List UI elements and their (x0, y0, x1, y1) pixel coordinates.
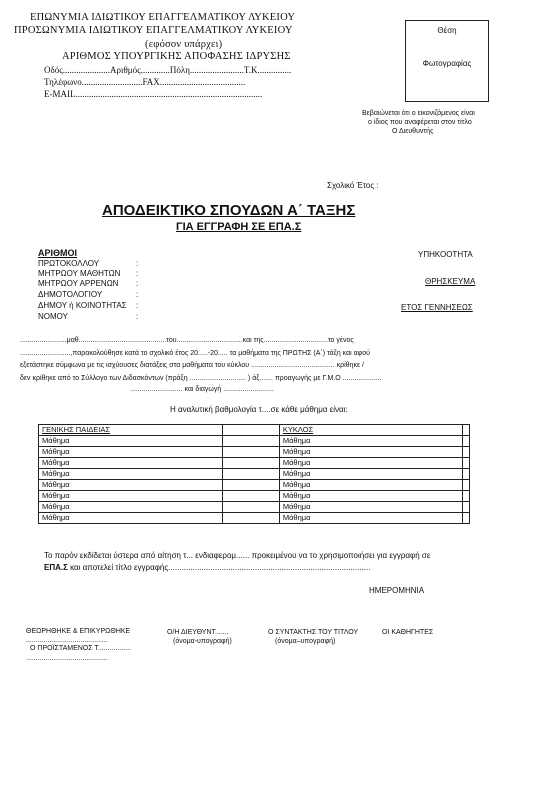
table-row (39, 513, 470, 524)
table-header-row (39, 425, 470, 436)
field-colon: : (136, 259, 139, 268)
table-cell: Μάθημα (39, 480, 223, 491)
table-cell (222, 436, 279, 447)
table-cell (222, 513, 279, 524)
viewed-dots: .......................................... (26, 637, 108, 644)
table-cell: Μάθημα (279, 502, 462, 513)
body-line-2: ..........................,παρακολούθησε κατά το σχολικό έτος 20.....-20..... τα μαθήματα της ΠΡΩΤΗΣ (Α΄) τάξη και αφού (20, 350, 370, 357)
field-colon: : (136, 301, 139, 310)
table-cell (222, 480, 279, 491)
document-title: ΑΠΟΔΕΙΚΤΙΚΟ ΣΠΟΥΔΩΝ Α΄ ΤΑΞΗΣ (102, 202, 356, 219)
field-male-registry: ΜΗΤΡΩΟΥ ΑΡΡΕΝΩΝ (38, 279, 119, 288)
certification-line-3: Ο Διευθυντής (392, 128, 434, 135)
teachers-label: ΟΙ ΚΑΘΗΓΗΤΕΣ (382, 629, 434, 636)
body-line-5: ........................... και διαγωγή .......................... (130, 386, 274, 393)
photo-title: Θέση (437, 26, 457, 35)
table-cell: Μάθημα (39, 513, 223, 524)
director-label: Ο/Η ΔΙΕΥΘΥΝΤ....... (167, 629, 229, 636)
table-cell: Μάθημα (279, 480, 462, 491)
table-cell: Μάθημα (279, 469, 462, 480)
director-note: (όνομα-υπογραφή) (173, 638, 232, 645)
table-cell: Μάθημα (39, 502, 223, 513)
table-row (39, 469, 470, 480)
birth-year-label: ΕΤΟΣ ΓΕΝΝΗΣΕΩΣ (401, 303, 473, 312)
field-student-registry: ΜΗΤΡΩΟΥ ΜΑΘΗΤΩΝ (38, 269, 121, 278)
table-cell: Μάθημα (279, 447, 462, 458)
school-prosonymia-line: ΠΡΟΣΩΝΥΜΙΑ ΙΔΙΩΤΙΚΟΥ ΕΠΑΓΓΕΛΜΑΤΙΚΟΥ ΛΥΚΕΙΟΥ (14, 25, 293, 36)
field-municipality: ΔΗΜΟΥ ή ΚΟΙΝΟΤΗΤΑΣ (38, 301, 127, 310)
photo-box (405, 20, 489, 102)
religion-label: ΘΡΗΣΚΕΥΜΑ (425, 277, 476, 286)
email-line: E-MAIL................................................................................... (44, 89, 263, 99)
epas-bold: ΕΠΑ.Σ (44, 563, 68, 572)
table-cell (463, 491, 470, 502)
field-colon: : (136, 279, 139, 288)
supervisor-label: Ο ΠΡΟΪΣΤΑΜΕΝΟΣ Τ................. (30, 645, 131, 652)
field-municipal-registry: ΔΗΜΟΤΟΛΟΓΙΟΥ (38, 290, 103, 299)
supervisor-dots: .......................................... (26, 655, 108, 662)
table-cell: Μάθημα (39, 436, 223, 447)
viewed-label: ΘΕΩΡΗΘΗΚΕ & ΕΠΙΚΥΡΩΘΗΚΕ (26, 628, 131, 635)
optional-note: (εφόσον υπάρχει) (145, 39, 223, 50)
document-subtitle: ΓΙΑ ΕΓΓΡΑΦΗ ΣΕ ΕΠΑ.Σ (176, 221, 302, 233)
issue-line-2-rest: και αποτελεί τίτλο εγγραφής........................................................................................... (67, 563, 371, 572)
column-header: ΚΥΚΛΟΣ (279, 425, 462, 436)
table-cell (463, 458, 470, 469)
table-cell (463, 502, 470, 513)
table-cell: Μάθημα (279, 458, 462, 469)
table-row (39, 502, 470, 513)
grades-table (38, 424, 470, 524)
table-row (39, 480, 470, 491)
body-line-3: εξετάστηκε σύμφωνα με τις ισχύουσες διατάξεις στα μαθήματα του κύκλου ........................................... κρίθηκε / (20, 362, 364, 369)
field-prefecture: ΝΟΜΟΥ (38, 312, 68, 321)
table-cell: Μάθημα (279, 436, 462, 447)
table-cell: Μάθημα (39, 458, 223, 469)
table-cell (463, 436, 470, 447)
column-header (222, 425, 279, 436)
composer-label: Ο ΣΥΝΤΑΚΤΗΣ ΤΟΥ ΤΙΤΛΟΥ (268, 629, 359, 636)
table-row (39, 458, 470, 469)
body-line-1: ........................μαθ.............................................του..................................και της.................................το γένος (20, 337, 354, 344)
table-cell (222, 491, 279, 502)
table-cell: Μάθημα (39, 469, 223, 480)
certification-line-2: ο ίδιος που αναφέρεται στον τίτλο (368, 119, 472, 126)
numbers-heading: ΑΡΙΘΜΟΙ (38, 248, 78, 258)
body-line-4: δεν κρίθηκε από το Σύλλογο των Διδασκόντων (πράξη ............................. ) άξ....... προαγωγής με Γ.Μ.Ο .................... (20, 375, 382, 382)
school-name-line: ΕΠΩΝΥΜΙΑ ΙΔΙΩΤΙΚΟΥ ΕΠΑΓΓΕΛΜΑΤΙΚΟΥ ΛΥΚΕΙΟΥ (30, 12, 296, 23)
table-row (39, 447, 470, 458)
school-year-label: Σχολικό Έτος : (327, 181, 379, 190)
date-label: ΗΜΕΡΟΜΗΝΙΑ (369, 586, 425, 595)
certification-line-1: Βεβαιώνεται ότι ο εικονιζόμενος είναι (362, 110, 475, 117)
citizenship-label: ΥΠΗΚΟΟΤΗΤΑ (418, 250, 473, 259)
table-cell (222, 502, 279, 513)
decision-number-line: ΑΡΙΘΜΟΣ ΥΠΟΥΡΓΙΚΗΣ ΑΠΟΦΑΣΗΣ ΙΔΡΥΣΗΣ (62, 51, 291, 62)
table-cell (463, 447, 470, 458)
grades-intro: Η αναλυτική βαθμολογία τ....σε κάθε μάθημα είναι: (170, 405, 348, 414)
field-colon: : (136, 312, 139, 321)
issue-line-2 (44, 563, 370, 572)
field-colon: : (136, 290, 139, 299)
issue-line-1: Το παρόν εκδίδεται ύστερα από αίτηση τ... ενδιαφερομ...... προκειμένου να το χρησιμοποιήσει για εγγραφή σε (44, 551, 431, 560)
field-colon: : (136, 269, 139, 278)
field-protocol: ΠΡΩΤΟΚΟΛΛΟΥ (38, 259, 100, 268)
table-cell: Μάθημα (39, 491, 223, 502)
table-cell (222, 447, 279, 458)
table-cell (463, 480, 470, 491)
table-cell (463, 469, 470, 480)
column-header: ΓΕΝΙΚΗΣ ΠΑΙΔΕΙΑΣ (39, 425, 223, 436)
table-row (39, 491, 470, 502)
table-cell: Μάθημα (279, 491, 462, 502)
table-cell: Μάθημα (279, 513, 462, 524)
table-cell (222, 469, 279, 480)
table-cell (222, 458, 279, 469)
address-line: Οδός.....................Αριθμός.............Πόλη........................Τ.Κ............... (44, 65, 292, 75)
phone-fax-line: Τηλέφωνο...........................FAX...................................... (44, 77, 246, 87)
table-row (39, 436, 470, 447)
table-cell: Μάθημα (39, 447, 223, 458)
photo-label: Φωτογραφίας (422, 59, 472, 68)
composer-note: (όνομα–υπογραφή) (275, 638, 336, 645)
column-header (463, 425, 470, 436)
table-cell (463, 513, 470, 524)
